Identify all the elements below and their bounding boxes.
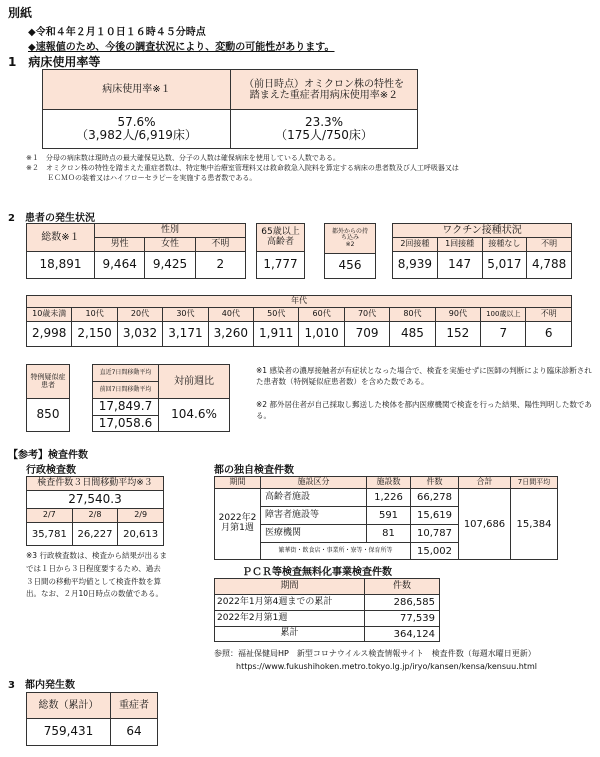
own-avg: 15,384 xyxy=(511,489,558,560)
age-v-3: 3,171 xyxy=(163,322,208,347)
vax-none-header: 接種なし xyxy=(482,238,527,252)
vax-unknown-header: 不明 xyxy=(527,238,572,252)
pcr-row1-period: 2022年2月第1週 xyxy=(215,611,365,627)
pcr-row2-period: 累計 xyxy=(215,627,365,642)
age-v-6: 1,010 xyxy=(299,322,344,347)
avg-current-header: 直近7日間移動平均 xyxy=(93,365,159,382)
own-total: 107,686 xyxy=(459,489,511,560)
own-row3-cases: 15,002 xyxy=(411,543,459,560)
own-row2-count: 81 xyxy=(367,525,411,543)
special-header: 特例疑似症 患者 xyxy=(27,365,70,399)
section2-note2: ※2 都外居住者が自己採取し郵送した検体を都内医療機関で検査を行った結果、陽性判明した数である。 xyxy=(256,400,592,420)
reference-title: 【参考】検査件数 xyxy=(8,450,88,461)
own-h-count: 施設数 xyxy=(367,477,411,489)
severe-usage-header: （前日時点）オミクロン株の特性を 踏まえた重症者用病床使用率※２ xyxy=(231,70,418,110)
import-value: 456 xyxy=(325,254,376,279)
section2-note1: ※1 感染者の濃厚接触者が有症状となった場合で、検査を実施せずに医師の判断により臨床診断された患者数（特例疑似症患者数）を含めた数である。 xyxy=(256,366,592,386)
admin-test-table xyxy=(26,476,164,546)
avg-current-value: 17,849.7 xyxy=(93,399,159,416)
elderly-header: 65歳以上 高齢者 xyxy=(257,224,305,252)
preliminary-note: ◆速報値のため、今後の調査状況により、変動の可能性があります。 xyxy=(28,42,335,53)
age-v-11: 6 xyxy=(526,322,572,347)
age-table xyxy=(26,295,572,347)
age-header: 年代 xyxy=(27,296,572,308)
vax-1dose-header: 1回接種 xyxy=(437,238,482,252)
female-value: 9,425 xyxy=(145,252,195,279)
date-value-1: 26,227 xyxy=(72,523,118,546)
age-v-8: 485 xyxy=(390,322,435,347)
own-row0-cases: 66,278 xyxy=(411,489,459,507)
import-header: 都外からの持 ち込み ※2 xyxy=(325,224,376,254)
own-h-avg: 7日間平均 xyxy=(511,477,558,489)
vaccine-table xyxy=(392,223,572,279)
special-table xyxy=(26,364,70,432)
own-h-cases: 件数 xyxy=(411,477,459,489)
own-period: 2022年2 月第1週 xyxy=(215,489,261,560)
unknown-sex-value: 2 xyxy=(195,252,245,279)
date-2: 2/9 xyxy=(118,509,164,523)
age-h-1: 10代 xyxy=(72,308,117,322)
own-row3-facility: 繁華街・飲食店・事業所・寮等・保育所等 xyxy=(261,543,411,560)
female-header: 女性 xyxy=(145,238,195,252)
age-v-4: 3,260 xyxy=(208,322,253,347)
age-h-6: 60代 xyxy=(299,308,344,322)
patients-sex-table xyxy=(26,223,246,279)
total-value: 18,891 xyxy=(27,252,95,279)
age-h-0: 10歳未満 xyxy=(27,308,72,322)
total-header: 総数※１ xyxy=(27,224,95,252)
own-test-title: 都の独自検査件数 xyxy=(214,465,294,476)
vax-unknown-value: 4,788 xyxy=(527,252,572,279)
own-row0-facility: 高齢者施設 xyxy=(261,489,367,507)
pcr-title: ＰＣＲ等検査無料化事業検査件数 xyxy=(242,567,392,578)
reference-source: 参照：福祉保健局HP 新型コロナウイルス検査情報サイト 検査件数（毎週水曜日更新） xyxy=(214,649,536,658)
age-h-7: 70代 xyxy=(344,308,389,322)
age-v-7: 709 xyxy=(344,322,389,347)
age-h-8: 80代 xyxy=(390,308,435,322)
vax-2dose-value: 8,939 xyxy=(393,252,438,279)
date-value-2: 20,613 xyxy=(118,523,164,546)
age-h-2: 20代 xyxy=(117,308,162,322)
pcr-row1-count: 77,539 xyxy=(365,611,440,627)
timestamp: ◆令和４年２月１０日１６時４５分時点 xyxy=(28,27,206,38)
male-header: 男性 xyxy=(95,238,145,252)
section3-title: 3 都内発生数 xyxy=(8,680,75,691)
severe-usage-value: 23.3% （175人/750床） xyxy=(231,110,418,149)
age-h-10: 100歳以上 xyxy=(481,308,526,322)
pcr-h-period: 期間 xyxy=(215,579,365,595)
pcr-row2-count: 364,124 xyxy=(365,627,440,642)
age-v-1: 2,150 xyxy=(72,322,117,347)
vax-1dose-value: 147 xyxy=(437,252,482,279)
pcr-h-count: 件数 xyxy=(365,579,440,595)
admin-avg-value: 27,540.3 xyxy=(27,491,164,509)
age-v-5: 1,911 xyxy=(254,322,299,347)
ratio-header: 対前週比 xyxy=(159,365,230,399)
admin-note: ※3 行政検査数は、検査から結果が出るまでは１日から３日程度要するため、過去３日間の移動平均値として検査件数を算出。なお、２月10日時点の数値である。 xyxy=(26,551,167,599)
own-row0-count: 1,226 xyxy=(367,489,411,507)
section1-title: 1 病床使用率等 xyxy=(8,55,101,69)
age-h-3: 30代 xyxy=(163,308,208,322)
unknown-sex-header: 不明 xyxy=(195,238,245,252)
admin-header: 検査件数３日間移動平均※３ xyxy=(27,477,164,491)
page-label: 別紙 xyxy=(8,6,33,20)
own-h-period: 期間 xyxy=(215,477,261,489)
cumulative-header: 総数（累計） xyxy=(27,693,111,719)
age-h-11: 不明 xyxy=(526,308,572,322)
vaccine-header: ワクチン接種状況 xyxy=(393,224,572,238)
own-test-table xyxy=(214,476,558,560)
male-value: 9,464 xyxy=(95,252,145,279)
age-v-9: 152 xyxy=(435,322,480,347)
vax-2dose-header: 2回接種 xyxy=(393,238,438,252)
severe-value: 64 xyxy=(111,719,158,746)
severe-header: 重症者 xyxy=(111,693,158,719)
own-h-total: 合計 xyxy=(459,477,511,489)
own-h-facility: 施設区分 xyxy=(261,477,367,489)
bed-usage-value: 57.6% （3,982人/6,919床） xyxy=(43,110,231,149)
date-value-0: 35,781 xyxy=(27,523,73,546)
age-v-2: 3,032 xyxy=(117,322,162,347)
age-h-5: 50代 xyxy=(254,308,299,322)
pcr-row0-count: 286,585 xyxy=(365,595,440,611)
special-value: 850 xyxy=(27,399,70,432)
own-row2-cases: 10,787 xyxy=(411,525,459,543)
cumulative-value: 759,431 xyxy=(27,719,111,746)
bed-usage-table xyxy=(42,69,418,149)
pcr-row0-period: 2022年1月第4週までの累計 xyxy=(215,595,365,611)
date-1: 2/8 xyxy=(72,509,118,523)
own-row1-count: 591 xyxy=(367,507,411,525)
reference-url[interactable]: https://www.fukushihoken.metro.tokyo.lg.jp/iryo/kansen/kensa/kensuu.html xyxy=(236,662,537,671)
sex-header: 性別 xyxy=(95,224,246,238)
vax-none-value: 5,017 xyxy=(482,252,527,279)
section2-title: 2 患者の発生状況 xyxy=(8,213,95,224)
own-row2-facility: 医療機関 xyxy=(261,525,367,543)
elderly-value: 1,777 xyxy=(257,252,305,279)
own-row1-cases: 15,619 xyxy=(411,507,459,525)
date-0: 2/7 xyxy=(27,509,73,523)
pcr-table xyxy=(214,578,440,642)
age-h-4: 40代 xyxy=(208,308,253,322)
age-v-0: 2,998 xyxy=(27,322,72,347)
avg-previous-header: 前回7日間移動平均 xyxy=(93,382,159,399)
admin-test-title: 行政検査数 xyxy=(26,465,76,476)
import-table xyxy=(324,223,376,279)
elderly-table xyxy=(256,223,305,279)
moving-average-table xyxy=(92,364,230,432)
ratio-value: 104.6% xyxy=(159,399,230,432)
tokyo-total-table xyxy=(26,692,158,746)
bed-usage-header: 病床使用率※１ xyxy=(43,70,231,110)
avg-previous-value: 17,058.6 xyxy=(93,416,159,432)
section1-notes: ※１ 分母の病床数は現時点の最大確保見込数、分子の人数は確保病床を使用している人数である。 ※２ オミクロン株の特性を踏まえた重症者数は、特定集中治療室管理料又は救命救急入院料を算定する病床の患者数及び人工呼吸器又は ＥＣＭＯの装着又はハイフローセラピーを実施する患者数である。 xyxy=(26,154,459,183)
age-h-9: 90代 xyxy=(435,308,480,322)
age-v-10: 7 xyxy=(481,322,526,347)
own-row1-facility: 障害者施設等 xyxy=(261,507,367,525)
